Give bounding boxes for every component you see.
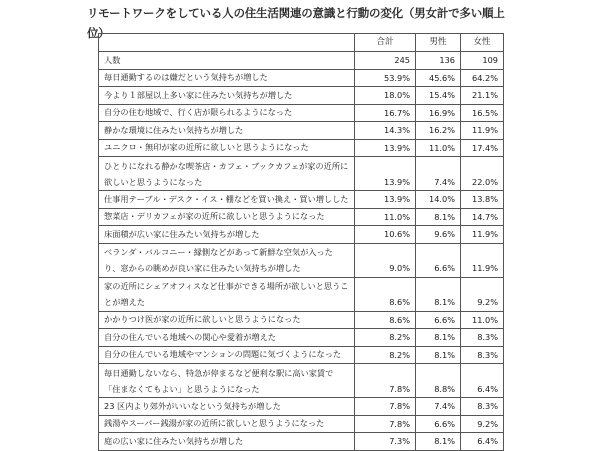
table-row xyxy=(99,311,504,329)
cell-total: 7.8% xyxy=(355,364,416,398)
cell-total: 7.3% xyxy=(355,433,416,451)
cell-female: 11.0% xyxy=(461,311,504,329)
table-row xyxy=(99,398,504,416)
cell-total: 11.0% xyxy=(355,208,416,226)
row-label: 自分の住んでいる地域やマンションの問題に気づくようになった xyxy=(99,346,355,364)
row-label: 銭湯やスーパー銭湯が家の近所に欲しいと思うようになった xyxy=(99,415,355,433)
cell-male: 11.0% xyxy=(416,139,461,157)
cell-female: 8.3% xyxy=(461,329,504,347)
header-female: 女性 xyxy=(461,34,504,52)
cell-male: 8.1% xyxy=(416,329,461,347)
table-row xyxy=(99,122,504,140)
cell-male: 6.6% xyxy=(416,243,461,277)
table-header-row xyxy=(99,34,504,52)
cell-male: 16.2% xyxy=(416,122,461,140)
table-row xyxy=(99,87,504,105)
cell-male: 136 xyxy=(416,52,461,70)
table-row xyxy=(99,139,504,157)
row-label: ユニクロ・無印が家の近所に欲しいと思うようになった xyxy=(99,139,355,157)
row-label: 毎日通勤するのは嫌だという気持ちが増した xyxy=(99,69,355,87)
cell-male: 15.4% xyxy=(416,87,461,105)
cell-male: 14.0% xyxy=(416,191,461,209)
cell-female: 11.9% xyxy=(461,243,504,277)
cell-male: 8.1% xyxy=(416,433,461,451)
cell-total: 13.9% xyxy=(355,191,416,209)
cell-male: 45.6% xyxy=(416,69,461,87)
table-title: リモートワークをしている人の住生活関連の意識と行動の変化（男女計で多い順上位） xyxy=(87,6,505,40)
cell-male: 6.6% xyxy=(416,415,461,433)
cell-male: 6.6% xyxy=(416,311,461,329)
cell-total: 13.9% xyxy=(355,139,416,157)
table-row xyxy=(99,277,504,311)
cell-total: 8.6% xyxy=(355,311,416,329)
row-label: ベランダ・バルコニー・縁側などがあって新鮮な空気が入ったり、窓からの眺めが良い家に住みたい気持ちが増した xyxy=(99,243,355,277)
cell-male: 8.1% xyxy=(416,277,461,311)
cell-female: 13.8% xyxy=(461,191,504,209)
header-total: 合計 xyxy=(355,34,416,52)
row-label: 家の近所にシェアオフィスなど仕事ができる場所が欲しいと思うことが増えた xyxy=(99,277,355,311)
row-label: 人数 xyxy=(99,52,355,70)
cell-male: 7.4% xyxy=(416,398,461,416)
cell-female: 11.9% xyxy=(461,122,504,140)
table-row xyxy=(99,433,504,451)
cell-female: 21.1% xyxy=(461,87,504,105)
row-label: 今より１部屋以上多い家に住みたい気持ちが増した xyxy=(99,87,355,105)
table-row xyxy=(99,208,504,226)
row-label: 自分の住んでいる地域への関心や愛着が増えた xyxy=(99,329,355,347)
cell-total: 53.9% xyxy=(355,69,416,87)
row-label: ひとりになれる静かな喫茶店・カフェ・ブックカフェが家の近所に欲しいと思うようになった xyxy=(99,157,355,191)
row-label: 庭の広い家に住みたい気持ちが増した xyxy=(99,433,355,451)
table-row xyxy=(99,329,504,347)
cell-total: 14.3% xyxy=(355,122,416,140)
cell-total: 13.9% xyxy=(355,157,416,191)
survey-table xyxy=(98,33,504,451)
cell-total: 245 xyxy=(355,52,416,70)
cell-female: 8.3% xyxy=(461,346,504,364)
cell-female: 6.4% xyxy=(461,364,504,398)
cell-total: 8.2% xyxy=(355,329,416,347)
cell-male: 9.6% xyxy=(416,226,461,244)
table-row xyxy=(99,364,504,398)
table-row xyxy=(99,243,504,277)
cell-female: 109 xyxy=(461,52,504,70)
cell-female: 17.4% xyxy=(461,139,504,157)
row-label: 惣菜店・デリカフェが家の近所に欲しいと思うようになった xyxy=(99,208,355,226)
table-row xyxy=(99,104,504,122)
table-row xyxy=(99,157,504,191)
cell-total: 8.6% xyxy=(355,277,416,311)
cell-female: 11.9% xyxy=(461,226,504,244)
cell-female: 9.2% xyxy=(461,277,504,311)
cell-total: 9.0% xyxy=(355,243,416,277)
table-row xyxy=(99,346,504,364)
row-label: 23 区内より郊外がいいなという気持ちが増した xyxy=(99,398,355,416)
cell-total: 18.0% xyxy=(355,87,416,105)
table-row xyxy=(99,191,504,209)
cell-female: 9.2% xyxy=(461,415,504,433)
cell-total: 7.8% xyxy=(355,398,416,416)
count-row xyxy=(99,52,504,70)
cell-female: 8.3% xyxy=(461,398,504,416)
header-male: 男性 xyxy=(416,34,461,52)
cell-female: 6.4% xyxy=(461,433,504,451)
cell-female: 64.2% xyxy=(461,69,504,87)
row-label: 床面積が広い家に住みたい気持ちが増した xyxy=(99,226,355,244)
cell-male: 8.8% xyxy=(416,364,461,398)
row-label: 仕事用テーブル・デスク・イス・棚などを買い換え・買い増しした xyxy=(99,191,355,209)
cell-male: 7.4% xyxy=(416,157,461,191)
row-label: 静かな環境に住みたい気持ちが増した xyxy=(99,122,355,140)
cell-female: 22.0% xyxy=(461,157,504,191)
cell-total: 10.6% xyxy=(355,226,416,244)
row-label: 毎日通勤しないなら、特急が停まるなど便利な駅に高い家賃で「住まなくてもよい」と思うようになった xyxy=(99,364,355,398)
table-row xyxy=(99,69,504,87)
cell-male: 8.1% xyxy=(416,346,461,364)
table-row xyxy=(99,415,504,433)
cell-female: 16.5% xyxy=(461,104,504,122)
cell-total: 8.2% xyxy=(355,346,416,364)
cell-total: 16.7% xyxy=(355,104,416,122)
row-label: 自分の住む地域で、行く店が限られるようになった xyxy=(99,104,355,122)
cell-female: 14.7% xyxy=(461,208,504,226)
header-blank xyxy=(99,34,355,52)
cell-male: 16.9% xyxy=(416,104,461,122)
table-row xyxy=(99,226,504,244)
cell-male: 8.1% xyxy=(416,208,461,226)
cell-total: 7.8% xyxy=(355,415,416,433)
row-label: かかりつけ医が家の近所に欲しいと思うようになった xyxy=(99,311,355,329)
